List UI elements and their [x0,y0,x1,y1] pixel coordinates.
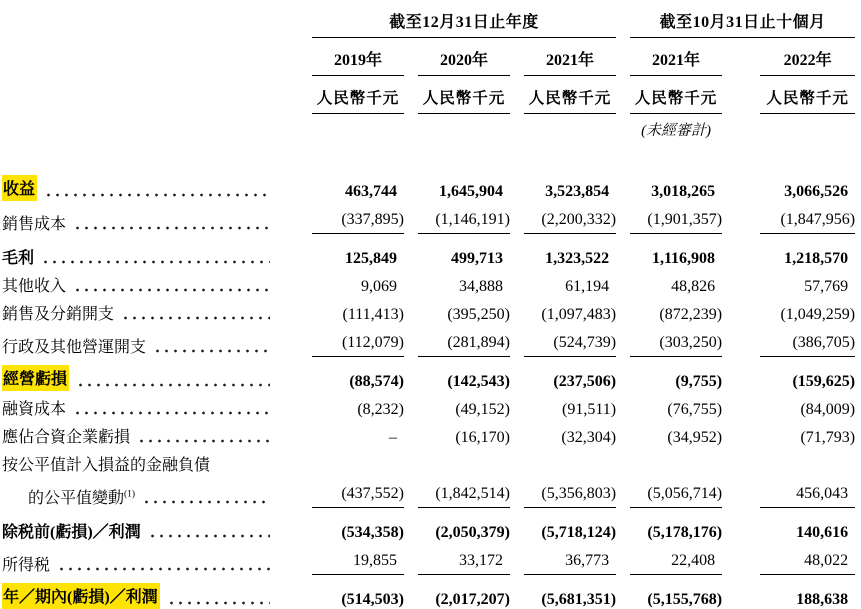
value-cell: 140,616 [760,508,855,543]
value-cell: (281,894) [418,324,510,357]
value-cell: (5,718,124) [524,508,616,543]
dot-leader [137,439,270,443]
row-label: 應佔合資企業虧損 [2,424,130,447]
dot-leader [167,601,270,605]
value-cell: 3,066,526 [760,173,855,201]
value-cell: (237,506) [524,357,616,392]
value-cell: 48,022 [760,542,855,575]
row-label: 收益 [2,175,37,201]
value-cell: (16,170) [418,419,510,447]
row-label: 銷售成本 [2,211,66,234]
value-cell: (2,200,332) [524,201,616,234]
row-label: 經營虧損 [2,365,69,391]
year-column-header-2021-10m: 2021年 [630,38,722,76]
unit-header: 人民幣千元 [760,76,855,114]
table-row-admin-other-operating-expenses [2,324,855,357]
value-cell: (5,681,351) [524,575,616,609]
value-cell: (142,543) [418,357,510,392]
row-label: 融資成本 [2,396,66,419]
table-row-net-profit-loss [2,575,855,609]
value-cell: (437,552) [312,475,404,508]
dot-leader [142,500,270,504]
value-cell: (112,079) [312,324,404,357]
value-cell: (34,952) [630,419,722,447]
table-row-gross-profit [2,234,855,269]
value-cell: (1,146,191) [418,201,510,234]
value-cell: (32,304) [524,419,616,447]
row-label: 毛利 [2,245,34,268]
period-group-title-annual: 截至12月31日止年度 [312,2,616,38]
row-label: 銷售及分銷開支 [2,301,114,324]
row-label: 行政及其他營運開支 [2,334,146,357]
table-row-other-income [2,268,855,296]
row-label: 年／期內(虧損)／利潤 [2,583,160,609]
value-cell: 34,888 [418,268,510,296]
value-cell: – [312,419,404,447]
value-cell: (5,155,768) [630,575,722,609]
value-cell: 463,744 [312,173,404,201]
value-cell: 36,773 [524,542,616,575]
value-cell: (2,050,379) [418,508,510,543]
year-column-header-2022-10m: 2022年 [760,38,855,76]
row-label: 的公平值變動$^{(1)}$ [28,485,135,508]
value-cell: 1,323,522 [524,234,616,269]
value-cell: 19,855 [312,542,404,575]
row-label: 其他收入 [2,273,66,296]
value-cell: (88,574) [312,357,404,392]
unit-header: 人民幣千元 [312,76,404,114]
value-cell: 33,172 [418,542,510,575]
table-row-operating-loss [2,357,855,392]
value-cell: (5,056,714) [630,475,722,508]
value-cell: 9,069 [312,268,404,296]
value-cell: (111,413) [312,296,404,324]
row-label: 所得税 [2,552,50,575]
financial-table [2,2,855,609]
value-cell: 57,769 [760,268,855,296]
unit-header: 人民幣千元 [418,76,510,114]
value-cell: (49,152) [418,391,510,419]
value-cell: (395,250) [418,296,510,324]
year-column-header-2019: 2019年 [312,38,404,76]
value-cell: (303,250) [630,324,722,357]
value-cell: 125,849 [312,234,404,269]
period-group-title-ten-months: 截至10月31日止十個月 [630,2,855,38]
value-cell: (159,625) [760,357,855,392]
table-row-fv-financial-liabilities-line1 [2,447,855,475]
value-cell: 22,408 [630,542,722,575]
value-cell: (76,755) [630,391,722,419]
value-cell: (5,356,803) [524,475,616,508]
value-cell: (386,705) [760,324,855,357]
unit-header: 人民幣千元 [524,76,616,114]
value-cell: 61,194 [524,268,616,296]
value-cell: (514,503) [312,575,404,609]
unit-header: 人民幣千元 [630,76,722,114]
table-row-selling-distribution-expenses [2,296,855,324]
value-cell: (91,511) [524,391,616,419]
table-row-revenue [2,173,855,201]
dot-leader [153,349,270,353]
value-cell: 188,638 [760,575,855,609]
value-cell: (534,358) [312,508,404,543]
row-label: 除税前(虧損)／利潤 [2,519,141,542]
table-row-cost-of-sales [2,201,855,234]
dot-leader [76,383,270,387]
value-cell: 1,645,904 [418,173,510,201]
dot-leader [73,226,270,230]
value-cell: 1,218,570 [760,234,855,269]
value-cell: (8,232) [312,391,404,419]
value-cell: (9,755) [630,357,722,392]
table-row-share-of-jv-losses [2,419,855,447]
value-cell: (71,793) [760,419,855,447]
year-column-header-2020: 2020年 [418,38,510,76]
value-cell: (1,842,514) [418,475,510,508]
unaudited-note: (未經審計) [630,114,722,148]
value-cell: 3,018,265 [630,173,722,201]
dot-leader [148,534,270,538]
value-cell: (1,901,357) [630,201,722,234]
value-cell: 1,116,908 [630,234,722,269]
footnote-marker: (1) [124,489,135,499]
value-cell: 456,043 [760,475,855,508]
table-row-pretax-profit-loss [2,508,855,543]
value-cell: (1,847,956) [760,201,855,234]
value-cell: (872,239) [630,296,722,324]
table-row-fv-financial-liabilities-line2 [2,475,855,508]
value-cell: 3,523,854 [524,173,616,201]
value-cell: 48,826 [630,268,722,296]
dot-leader [121,316,270,320]
value-cell: (5,178,176) [630,508,722,543]
value-cell: 499,713 [418,234,510,269]
dot-leader [73,411,270,415]
value-cell: (1,049,259) [760,296,855,324]
year-column-header-2021: 2021年 [524,38,616,76]
table-row-finance-costs [2,391,855,419]
table-row-income-tax [2,542,855,575]
value-cell: (1,097,483) [524,296,616,324]
dot-leader [44,193,270,197]
dot-leader [41,260,270,264]
value-cell: (337,895) [312,201,404,234]
value-cell: (84,009) [760,391,855,419]
value-cell: (2,017,207) [418,575,510,609]
dot-leader [73,288,270,292]
row-label: 按公平值計入損益的金融負債 [2,452,210,475]
value-cell: (524,739) [524,324,616,357]
